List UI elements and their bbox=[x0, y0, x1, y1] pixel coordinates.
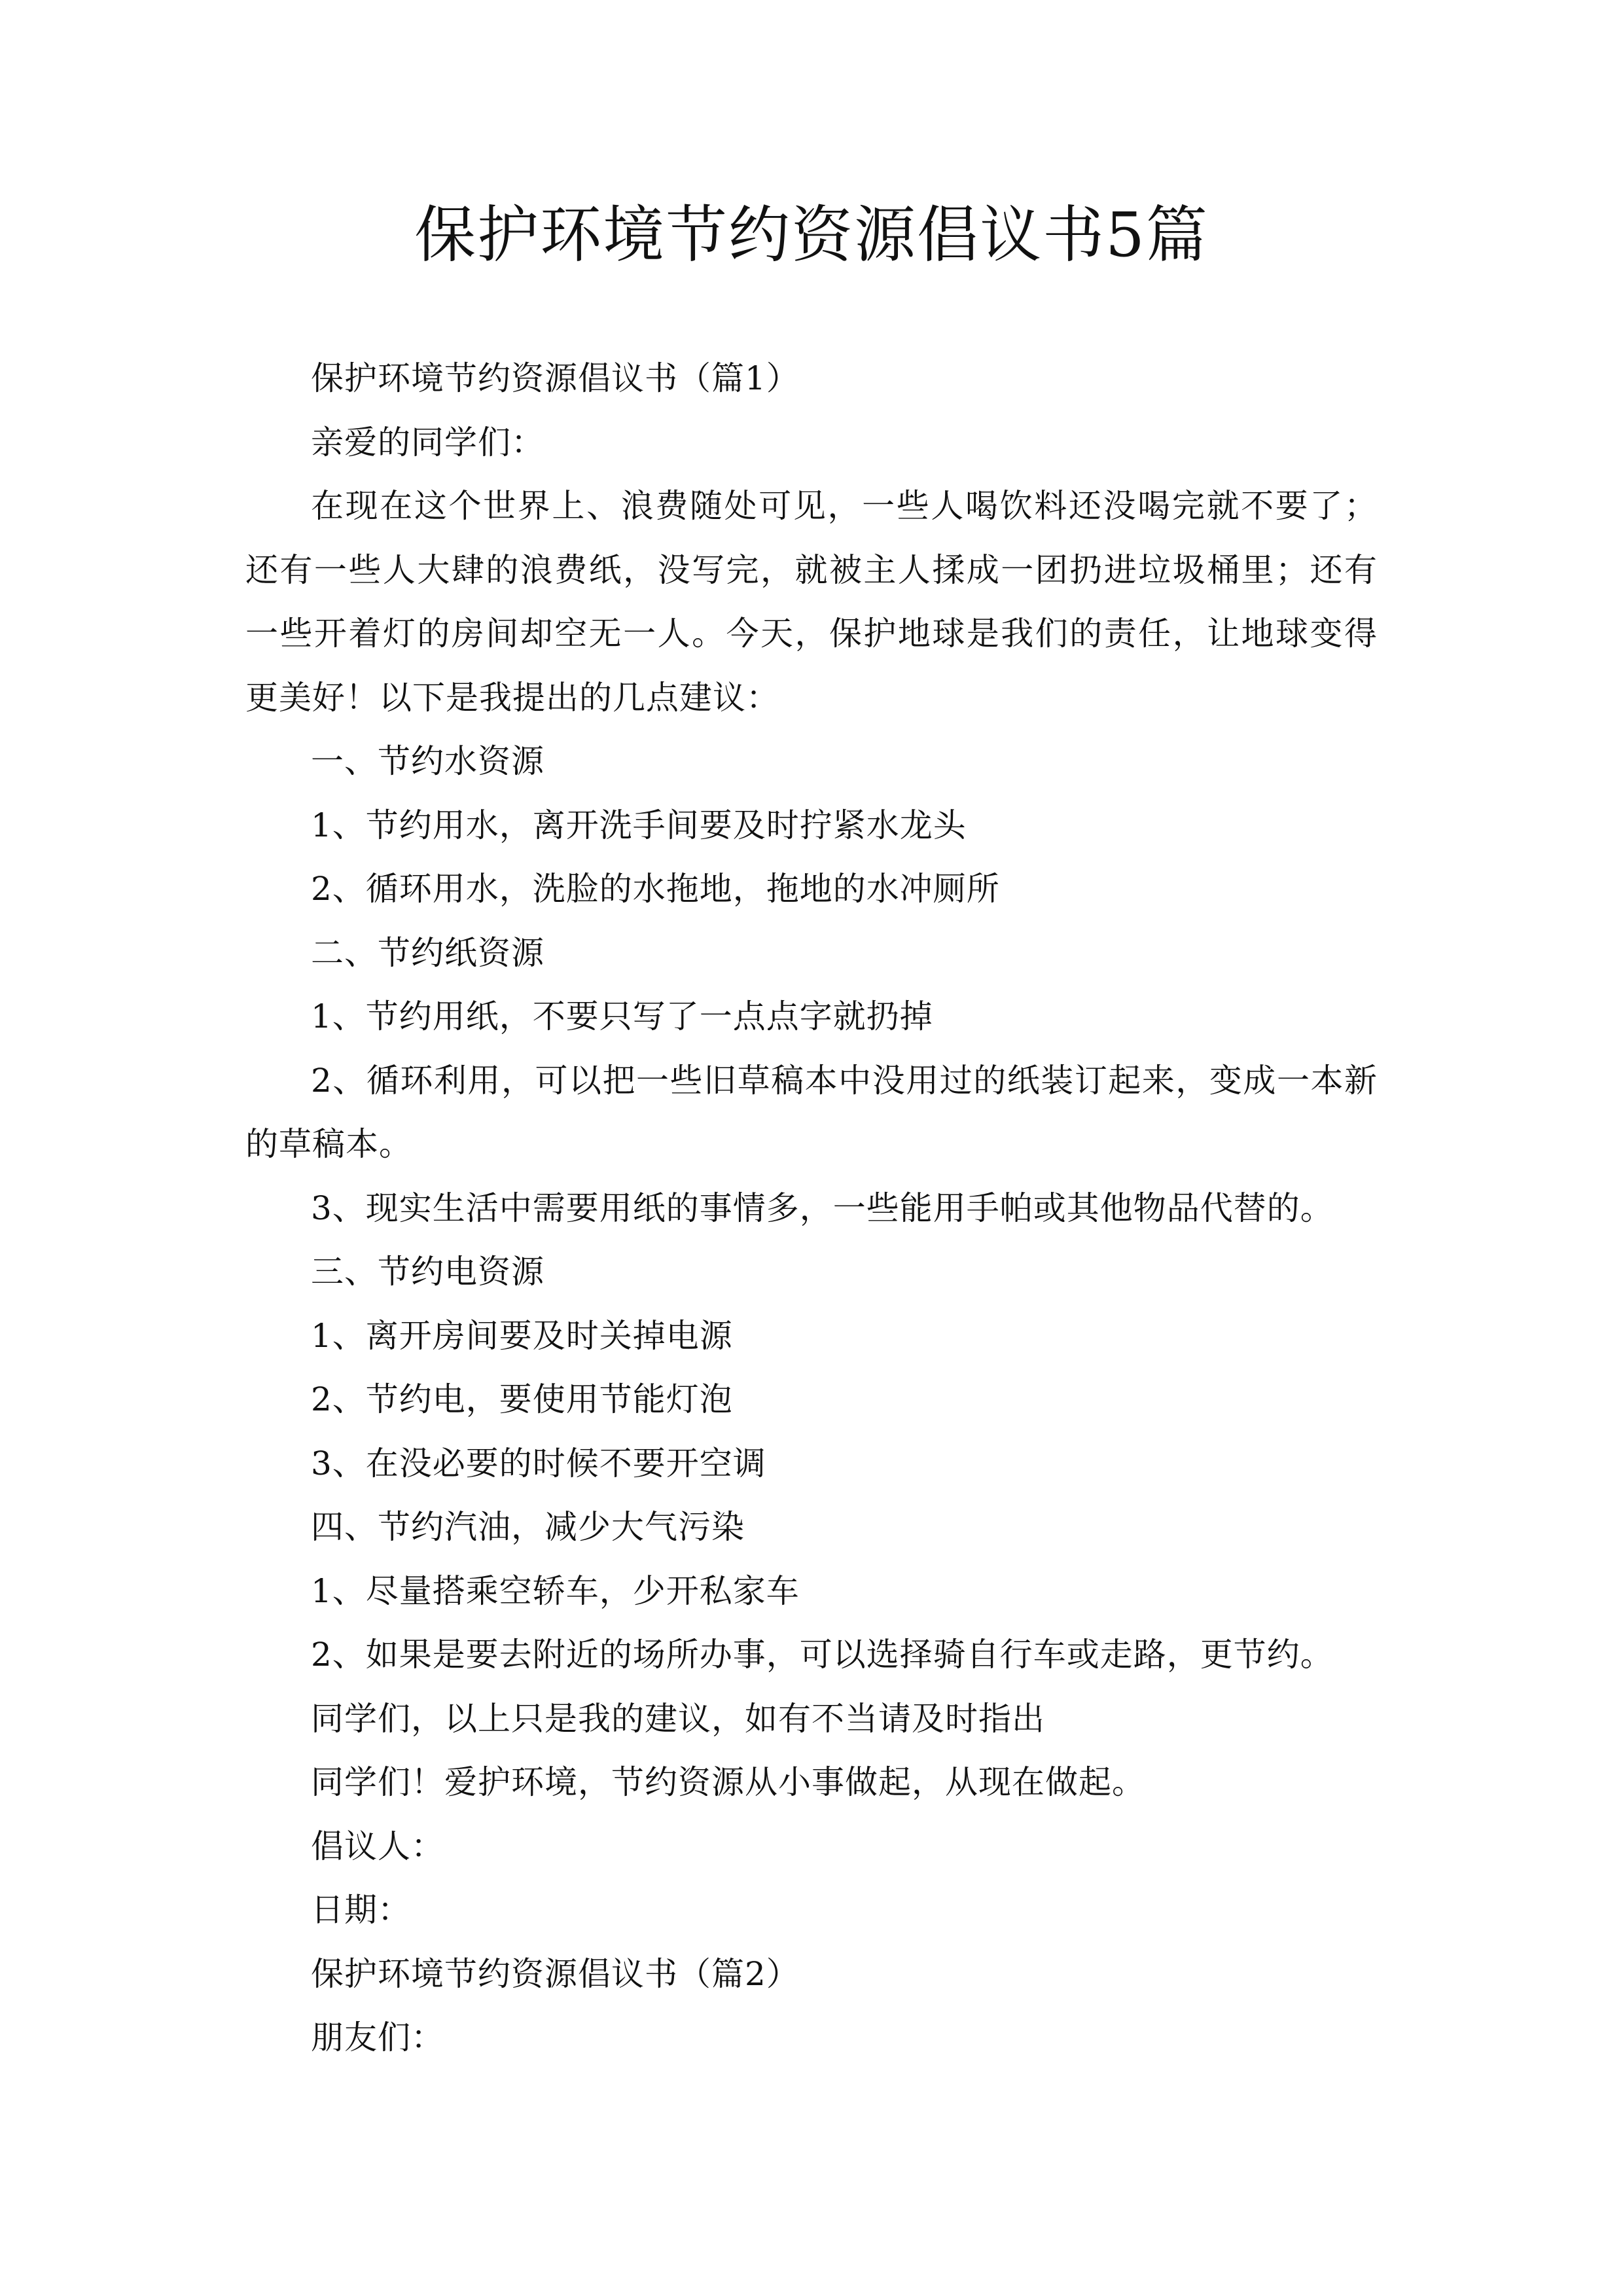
list-item: 2、节约电，要使用节能灯泡 bbox=[311, 1380, 733, 1418]
document-body bbox=[245, 347, 1378, 2070]
heading-save-water: 一、节约水资源 bbox=[311, 742, 544, 780]
list-item: 1、节约用纸，不要只写了一点点字就扔掉 bbox=[311, 997, 933, 1035]
salutation: 亲爱的同学们： bbox=[311, 423, 544, 461]
intro-paragraph: 在现在这个世界上、浪费随处可见，一些人喝饮料还没喝完就不要了；还有一些人大肆的浪费纸，没写完，就被主人揉成一团扔进垃圾桶里；还有一些开着灯的房间却空无一人。今天，保护地球是我们的责任，让地球变得更美好！以下是我提出的几点建议： bbox=[245, 487, 1378, 717]
list-item: 3、现实生活中需要用纸的事情多，一些能用手帕或其他物品代替的。 bbox=[311, 1189, 1334, 1227]
list-item: 1、节约用水，离开洗手间要及时拧紧水龙头 bbox=[311, 806, 967, 844]
closing-paragraph: 同学们！爱护环境，节约资源从小事做起，从现在做起。 bbox=[311, 1763, 1145, 1801]
list-item: 2、循环用水，洗脸的水拖地，拖地的水冲厕所 bbox=[311, 870, 1000, 908]
list-item: 2、如果是要去附近的场所办事，可以选择骑自行车或走路，更节约。 bbox=[311, 1636, 1334, 1674]
section-heading-part-2: 保护环境节约资源倡议书（篇2） bbox=[311, 1954, 800, 1993]
list-item: 2、循环利用，可以把一些旧草稿本中没用过的纸装订起来，变成一本新的草稿本。 bbox=[245, 1061, 1378, 1163]
closing-paragraph: 同学们，以上只是我的建议，如有不当请及时指出 bbox=[311, 1699, 1045, 1738]
date-label: 日期： bbox=[311, 1891, 411, 1929]
list-item: 1、尽量搭乘空轿车，少开私家车 bbox=[311, 1571, 800, 1610]
document-title: 保护环境节约资源倡议书5篇 bbox=[414, 200, 1209, 271]
section-heading-part-1: 保护环境节约资源倡议书（篇1） bbox=[311, 359, 800, 397]
list-item: 1、离开房间要及时关掉电源 bbox=[311, 1316, 733, 1355]
signature-label: 倡议人： bbox=[311, 1827, 444, 1865]
salutation: 朋友们： bbox=[311, 2018, 444, 2056]
heading-save-electricity: 三、节约电资源 bbox=[311, 1253, 544, 1291]
list-item: 3、在没必要的时候不要开空调 bbox=[311, 1444, 766, 1482]
heading-save-gasoline: 四、节约汽油，减少大气污染 bbox=[311, 1508, 745, 1546]
heading-save-paper: 二、节约纸资源 bbox=[311, 933, 544, 972]
